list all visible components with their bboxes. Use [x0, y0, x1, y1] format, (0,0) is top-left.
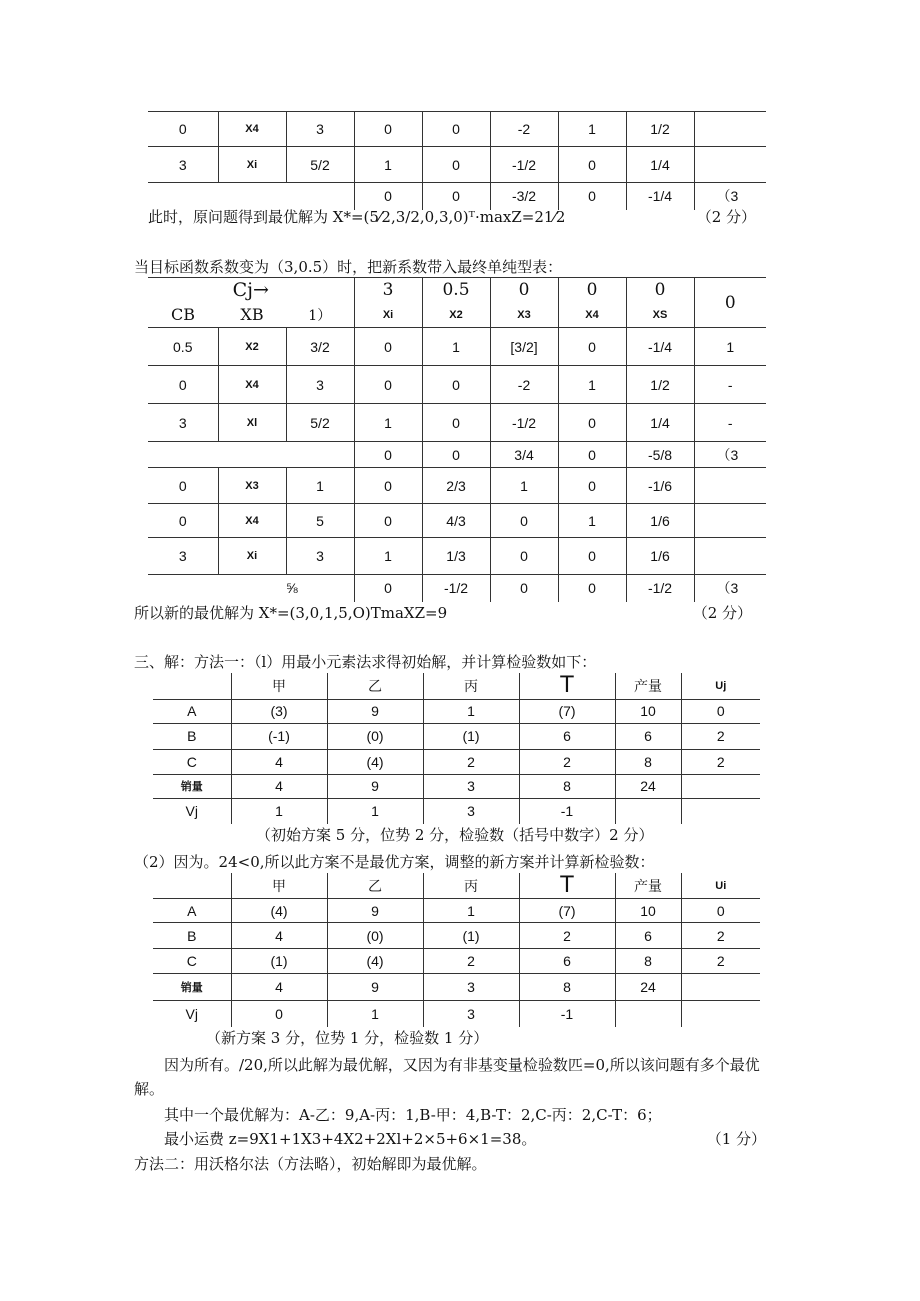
table-cell: 1: [422, 328, 490, 366]
table-cell: C: [186, 953, 197, 969]
table-cell: 0: [354, 366, 422, 404]
table-cell: 2: [681, 749, 760, 774]
table-cell: 1/4: [626, 404, 694, 442]
table-cell: 8: [519, 974, 615, 1001]
table-cell: 1: [558, 112, 626, 147]
header-cell: 乙: [327, 673, 423, 699]
section-three-heading: [134, 651, 596, 672]
table-cell: 2: [423, 949, 519, 974]
header-cell: 甲: [231, 673, 327, 699]
table-cell: （3: [694, 442, 766, 468]
table-cell: -: [694, 366, 766, 404]
simplex-table-new: [148, 277, 766, 602]
table-cell: 10: [615, 699, 681, 723]
table-cell: -1/2: [490, 404, 558, 442]
adjustment-line: [134, 851, 655, 872]
table-cell: 0: [681, 699, 760, 723]
method-two-line: [134, 1153, 487, 1174]
table-cell: -3/2: [490, 183, 558, 210]
table-cell: 0: [558, 575, 626, 602]
table-cell: ⅝: [286, 580, 298, 597]
table-cell: 4: [231, 749, 327, 774]
table-cell: (1): [231, 949, 327, 974]
table-cell: -1/4: [626, 183, 694, 210]
table-cell: 1/6: [626, 504, 694, 538]
table-cell: [694, 504, 766, 538]
var-header: Xi: [354, 303, 422, 328]
table-cell: A: [187, 902, 197, 919]
table-cell: 0: [422, 442, 490, 468]
table-cell: 0: [354, 575, 422, 602]
theta-header: 0: [694, 278, 766, 328]
table-cell: 1: [354, 147, 422, 183]
coef-cell: 0.5: [422, 278, 490, 303]
scoring-note-text: （初始方案 5 分，位势 2 分，检验数（括号中数字）2 分）: [256, 826, 654, 844]
table-cell: (0): [327, 723, 423, 749]
table-cell: 0: [178, 477, 187, 494]
table-cell: 3: [423, 798, 519, 824]
header-cell: [153, 873, 231, 899]
table-cell: 0: [354, 468, 422, 504]
table-cell: 9: [327, 774, 423, 798]
table-cell: 1: [558, 366, 626, 404]
table-cell: [694, 538, 766, 575]
table-cell: 0: [422, 112, 490, 147]
table-cell: 1: [286, 468, 354, 504]
score-note: （1 分）: [706, 1130, 766, 1148]
cj-label: Cj→: [232, 279, 269, 302]
table-cell: -1/2: [422, 575, 490, 602]
table-cell: 0: [178, 376, 187, 393]
table-cell: （3: [694, 575, 766, 602]
table-cell: (7): [519, 699, 615, 723]
optimality-text-2: 解。: [134, 1080, 165, 1098]
table-cell: 0: [490, 575, 558, 602]
table-cell: 销量: [180, 780, 203, 793]
table-cell: -: [694, 404, 766, 442]
table-cell: 3: [286, 112, 354, 147]
table-cell: (-1): [231, 723, 327, 749]
table-cell: 3: [178, 548, 187, 564]
table-cell: 0: [558, 468, 626, 504]
cb-header: CB: [171, 305, 195, 325]
table-cell: 2: [519, 749, 615, 774]
table-cell: [681, 974, 760, 1001]
table-cell: X3: [218, 468, 286, 504]
table-cell: 5: [286, 504, 354, 538]
optimality-text: 因为所有。/20,所以此解为最优解，又因为有非基变量检验数匹=0,所以该问题有多个最优: [164, 1056, 760, 1074]
coef-cell: 0: [626, 278, 694, 303]
table-cell: [615, 1001, 681, 1027]
table-cell: 0.5: [173, 338, 193, 355]
table-cell: 0: [558, 404, 626, 442]
table-cell: (1): [423, 923, 519, 949]
coef-cell: 0: [490, 278, 558, 303]
table-cell: 1/2: [626, 112, 694, 147]
header-cell: 丙: [423, 873, 519, 899]
table-cell: Xl: [218, 404, 286, 442]
table-cell: 0: [422, 147, 490, 183]
table-cell: 6: [615, 723, 681, 749]
table-cell: 8: [615, 949, 681, 974]
table-cell: 0: [354, 504, 422, 538]
table-cell: -2: [490, 366, 558, 404]
min-cost-text: 最小运费 z=9X1+1X3+4X2+2Xl+2×5+6×1=38。: [164, 1130, 537, 1148]
coef-cell: 3: [354, 278, 422, 303]
table-cell: 4: [231, 774, 327, 798]
table-cell: -2: [490, 112, 558, 147]
header-cell: T: [519, 673, 615, 699]
table-cell: Vj: [185, 803, 198, 820]
table-cell: X4: [218, 366, 286, 404]
table-cell: -1/2: [490, 147, 558, 183]
table-cell: 9: [327, 699, 423, 723]
table-cell: Xi: [218, 147, 286, 183]
table-cell: [615, 798, 681, 824]
xb-header: XB: [240, 305, 264, 325]
var-header: X3: [490, 303, 558, 328]
table-cell: 0: [178, 121, 187, 137]
table-cell: [681, 1001, 760, 1027]
scoring-note-initial: [256, 824, 653, 845]
var-header: XS: [626, 303, 694, 328]
table-cell: X4: [218, 112, 286, 147]
table-cell: 24: [615, 974, 681, 1001]
table-cell: (0): [327, 923, 423, 949]
table-cell: 0: [558, 147, 626, 183]
table-cell: 0: [558, 538, 626, 575]
table-cell: 1: [423, 699, 519, 723]
table-cell: [148, 575, 286, 602]
table-cell: (3): [231, 699, 327, 723]
optimality-line: [164, 1054, 760, 1075]
table-cell: 0: [354, 183, 422, 210]
table-cell: [694, 468, 766, 504]
table-cell: 1: [327, 798, 423, 824]
table-cell: 1: [231, 798, 327, 824]
score-note: （2 分）: [692, 604, 752, 622]
table-cell: [694, 147, 766, 183]
table-cell: 9: [327, 974, 423, 1001]
table-cell: (1): [423, 723, 519, 749]
table-cell: （3: [694, 183, 766, 210]
table-cell: 8: [519, 774, 615, 798]
table-cell: 1/3: [422, 538, 490, 575]
table-cell: 1/6: [626, 538, 694, 575]
table-cell: 4: [231, 974, 327, 1001]
table-cell: C: [186, 753, 197, 770]
table-cell: X4: [218, 504, 286, 538]
table-cell: 3: [286, 538, 354, 575]
header-cell: 丙: [423, 673, 519, 699]
table-cell: 6: [615, 923, 681, 949]
one-optimal-solution-text: 其中一个最优解为：A-乙：9,A-丙：1,B-甲：4,B-T：2,C-丙：2,C-T：6；: [164, 1106, 662, 1124]
table-cell: 1/2: [626, 366, 694, 404]
table-cell: X2: [218, 328, 286, 366]
table-cell: A: [187, 703, 197, 719]
table-cell: 3: [178, 156, 187, 173]
table-cell: 3: [423, 774, 519, 798]
table-cell: -1/4: [626, 328, 694, 366]
table-cell: -5/8: [626, 442, 694, 468]
table-cell: 0: [354, 442, 422, 468]
table-cell: 4/3: [422, 504, 490, 538]
table-cell: -1: [519, 798, 615, 824]
table-cell: 5/2: [286, 147, 354, 183]
table-cell: (4): [327, 749, 423, 774]
header-cell: Uj: [681, 673, 760, 699]
transport-table-new: [153, 873, 760, 1027]
table-cell: 2: [519, 923, 615, 949]
new-solution-text: 所以新的最优解为 X*=(3,0,1,5,O)TmaXZ=9: [134, 604, 448, 622]
new-solution-line: [134, 602, 766, 623]
var-header: X2: [422, 303, 490, 328]
adjustment-text: （2）因为。24<0,所以此方案不是最优方案，调整的新方案并计算新检验数：: [134, 853, 655, 871]
table-cell: 0: [558, 328, 626, 366]
table-cell: Vj: [185, 1005, 198, 1022]
table-cell: 1: [327, 1001, 423, 1027]
header-cell: T: [519, 873, 615, 899]
table-cell: 0: [231, 1001, 327, 1027]
b-header: 1）: [308, 307, 332, 324]
table-cell: 3: [423, 1001, 519, 1027]
table-cell: (7): [519, 899, 615, 923]
one-optimal-solution-line: [164, 1104, 662, 1125]
table-cell: 2: [681, 949, 760, 974]
table-cell: 5/2: [286, 404, 354, 442]
table-cell: 3: [423, 974, 519, 1001]
table-cell: B: [187, 728, 197, 744]
table-cell: 0: [422, 404, 490, 442]
header-cell: 乙: [327, 873, 423, 899]
table-cell: 0: [422, 366, 490, 404]
table-cell: [694, 112, 766, 147]
table-cell: 2: [681, 723, 760, 749]
coef-change-text: 当目标函数系数变为（3,0.5）时，把新系数带入最终单纯型表：: [134, 258, 563, 276]
table-cell: 10: [615, 899, 681, 923]
scoring-note-text: （新方案 3 分，位势 1 分，检验数 1 分）: [206, 1029, 489, 1047]
score-note: （2 分）: [696, 208, 756, 226]
table-cell: 0: [354, 112, 422, 147]
table-cell: Xi: [218, 538, 286, 575]
table-cell: 0: [490, 538, 558, 575]
table-cell: 3: [286, 366, 354, 404]
simplex-table-final: [148, 111, 766, 210]
section-three-text: 三、解：方法一：（l）用最小元素法求得初始解，并计算检验数如下：: [134, 653, 597, 671]
table-cell: 6: [519, 949, 615, 974]
table-cell: 1: [423, 899, 519, 923]
table-cell: (4): [231, 899, 327, 923]
table-cell: 1: [694, 328, 766, 366]
table-cell: -1/6: [626, 468, 694, 504]
table-cell: 1: [490, 468, 558, 504]
table-cell: 8: [615, 749, 681, 774]
optimal-solution-text: 此时，原问题得到最优解为 X*=(5⁄2,3/2,0,3,0)ᵀ·maxZ=21⁄2: [148, 208, 566, 226]
table-cell: 0: [558, 442, 626, 468]
table-cell: B: [187, 927, 197, 944]
table-cell: 6: [519, 723, 615, 749]
table-cell: (4): [327, 949, 423, 974]
table-cell: [681, 774, 760, 798]
table-cell: 销量: [180, 981, 203, 994]
var-header: X4: [558, 303, 626, 328]
table-cell: 4: [231, 923, 327, 949]
table-cell: 0: [354, 328, 422, 366]
table-cell: 1: [558, 504, 626, 538]
header-cell: 甲: [231, 873, 327, 899]
header-cell: 产量: [615, 673, 681, 699]
table-cell: 24: [615, 774, 681, 798]
header-cell: 产量: [615, 873, 681, 899]
optimality-line-2: [134, 1078, 164, 1099]
table-cell: -1: [519, 1001, 615, 1027]
table-cell: 2: [423, 749, 519, 774]
table-cell: 1: [354, 404, 422, 442]
optimal-solution-line: [148, 206, 766, 227]
table-cell: 3: [178, 414, 187, 431]
coef-change-line: [134, 256, 562, 277]
method-two-text: 方法二：用沃格尔法（方法略），初始解即为最优解。: [134, 1155, 487, 1173]
table-cell: [148, 442, 354, 468]
table-cell: 1: [354, 538, 422, 575]
table-cell: [681, 798, 760, 824]
table-cell: -1/2: [626, 575, 694, 602]
header-cell: [153, 673, 231, 699]
table-cell: 0: [422, 183, 490, 210]
table-cell: 0: [178, 512, 187, 529]
table-cell: 0: [490, 504, 558, 538]
table-cell: 3/4: [490, 442, 558, 468]
min-cost-line: [164, 1128, 766, 1149]
coef-cell: 0: [558, 278, 626, 303]
table-cell: 0: [681, 899, 760, 923]
table-cell: 2/3: [422, 468, 490, 504]
table-cell: [3/2]: [490, 328, 558, 366]
header-cell: Ui: [681, 873, 760, 899]
table-cell: 2: [681, 923, 760, 949]
table-cell: 9: [327, 899, 423, 923]
table-cell: 1/4: [626, 147, 694, 183]
table-cell: 3/2: [286, 328, 354, 366]
table-cell: 0: [558, 183, 626, 210]
scoring-note-new: [206, 1027, 488, 1048]
transport-table-initial: [153, 673, 760, 824]
